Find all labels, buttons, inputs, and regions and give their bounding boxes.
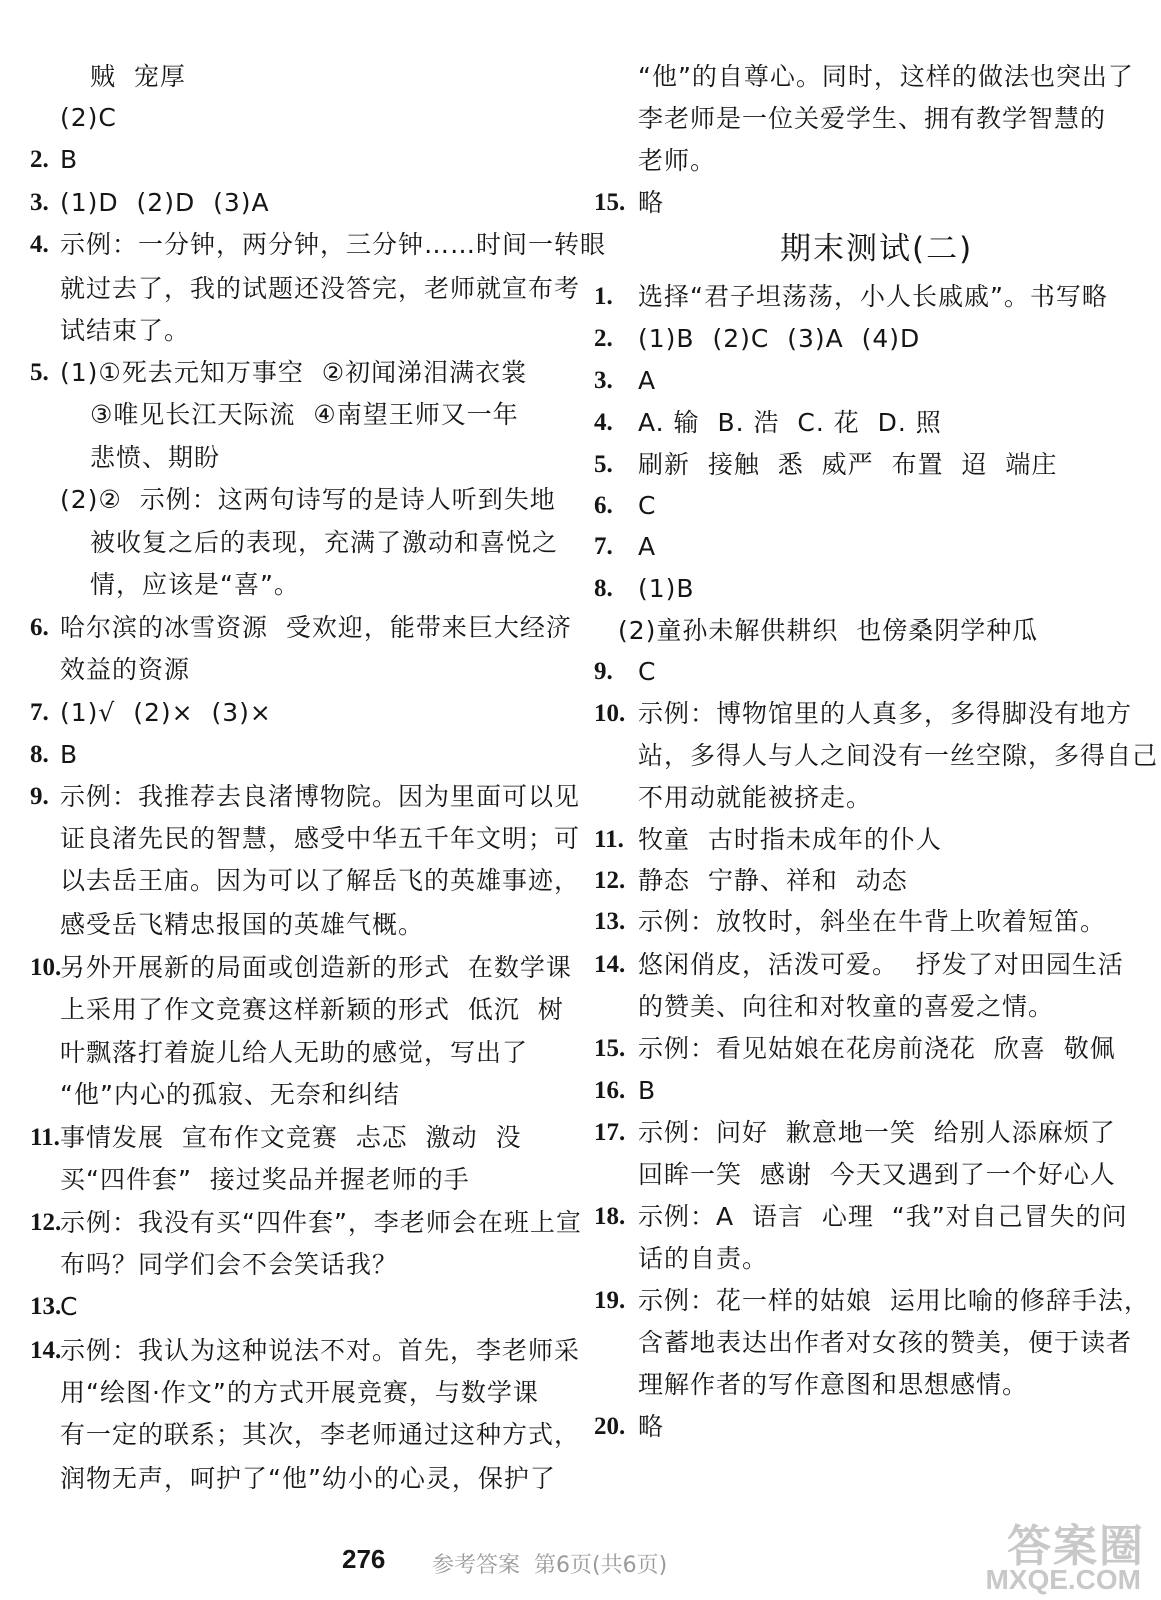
page-info: 参考答案 第6页(共6页) (432, 1553, 668, 1578)
question-number: 13. (30, 1293, 62, 1320)
question-number: 10. (30, 954, 62, 981)
question-number: 19. (594, 1287, 626, 1314)
answer-text: 示例：一分钟，两分钟，三分钟……时间一转眼 (60, 230, 607, 259)
answer-text: “他”内心的孤寂、无奈和纠结 (60, 1080, 400, 1109)
answer-text: 布吗？同学们会不会笑话我？ (60, 1250, 399, 1279)
answer-text: 证良渚先民的智慧，感受中华五千年文明；可 (60, 824, 581, 853)
answer-text: C (638, 491, 657, 520)
answer-text: 略 (638, 1412, 665, 1441)
answer-text: 哈尔滨的冰雪资源 受欢迎，能带来巨大经济 (60, 613, 572, 642)
answer-text: (1)√ (2)× (3)× (60, 698, 272, 727)
question-number: 11. (30, 1124, 60, 1151)
answer-text: 略 (638, 188, 665, 217)
answer-text: 选择“君子坦荡荡，小人长戚戚”。书写略 (638, 282, 1108, 311)
answer-text: 理解作者的写作意图和思想感情。 (638, 1370, 1029, 1399)
answer-text: 有一定的联系；其次，李老师通过这种方式， (60, 1420, 581, 1449)
answer-text: 示例：问好 歉意地一笑 给别人添麻烦了 (638, 1118, 1116, 1147)
answer-text: 老师。 (638, 146, 717, 175)
question-number: 6. (30, 614, 49, 641)
answer-text: 悠闲俏皮，活泼可爱。 抒发了对田园生活 (638, 950, 1124, 979)
answer-text: 含蓄地表达出作者对女孩的赞美，便于读者 (638, 1328, 1133, 1357)
answer-text: 买“四件套” 接过奖品并握老师的手 (60, 1165, 470, 1194)
answer-text: A (638, 532, 657, 561)
answer-text: (1)D (2)D (3)A (60, 188, 270, 217)
answer-text: B (638, 1076, 657, 1105)
answer-text: 示例：A 语言 心理 “我”对自己冒失的问 (638, 1202, 1128, 1231)
answer-text: 示例：我没有买“四件套”，李老师会在班上宣 (60, 1208, 582, 1237)
question-number: 4. (594, 409, 613, 436)
answer-text: 上采用了作文竞赛这样新颖的形式 低沉 树 (60, 995, 564, 1024)
question-number: 2. (30, 146, 49, 173)
question-number: 2. (594, 325, 613, 352)
question-number: 10. (594, 700, 626, 727)
answer-text: 李老师是一位关爱学生、拥有教学智慧的 (638, 104, 1107, 133)
answer-text: 就过去了，我的试题还没答完，老师就宣布考 (60, 274, 581, 303)
answer-text: B (60, 740, 79, 769)
answer-text: (2)童孙未解供耕织 也傍桑阴学种瓜 (618, 616, 1039, 645)
answer-text: 情，应该是“喜”。 (90, 570, 300, 599)
answer-text: 效益的资源 (60, 655, 191, 684)
question-number: 9. (594, 658, 613, 685)
answer-text: 示例：我认为这种说法不对。首先，李老师采 (60, 1336, 581, 1365)
answer-text: (2)② 示例：这两句诗写的是诗人听到失地 (60, 485, 556, 514)
question-number: 14. (30, 1337, 62, 1364)
answer-text: 叶飘落打着旋儿给人无助的感觉，写出了 (60, 1038, 529, 1067)
question-number: 16. (594, 1077, 626, 1104)
page-number: 276 (342, 1544, 386, 1574)
answer-text: 示例：看见姑娘在花房前浇花 欣喜 敬佩 (638, 1034, 1116, 1063)
question-number: 7. (594, 533, 613, 560)
question-number: 11. (594, 826, 624, 853)
answer-text: B (60, 145, 79, 174)
question-number: 1. (594, 283, 613, 310)
answer-text: 示例：我推荐去良渚博物院。因为里面可以见 (60, 782, 581, 811)
answer-text: 以去岳王庙。因为可以了解岳飞的英雄事迹， (60, 866, 581, 895)
answer-text: (1)①死去元知万事空 ②初闻涕泪满衣裳 (60, 358, 528, 387)
question-number: 18. (594, 1203, 626, 1230)
answer-text: 话的自责。 (638, 1244, 769, 1273)
answer-text: “他”的自尊心。同时，这样的做法也突出了 (638, 62, 1134, 91)
question-number: 9. (30, 783, 49, 810)
question-number: 14. (594, 951, 626, 978)
answer-text: 静态 宁静、祥和 动态 (638, 866, 908, 895)
answer-text: 悲愤、期盼 (90, 443, 221, 472)
question-number: 4. (30, 231, 49, 258)
answer-text: 润物无声，呵护了“他”幼小的心灵，保护了 (60, 1464, 556, 1493)
question-number: 12. (594, 867, 626, 894)
answer-text: 示例：放牧时，斜坐在牛背上吹着短笛。 (638, 907, 1107, 936)
answer-text: 试结束了。 (60, 316, 191, 345)
watermark-top: 答案圈 (1007, 1521, 1145, 1572)
question-number: 8. (594, 575, 613, 602)
answer-text: 回眸一笑 感谢 今天又遇到了一个好心人 (638, 1160, 1116, 1189)
watermark-bottom: MXQE.COM (985, 1564, 1141, 1595)
question-number: 3. (30, 189, 49, 216)
answer-text: 贼 宠厚 (90, 62, 186, 91)
question-number: 12. (30, 1209, 62, 1236)
question-number: 5. (30, 359, 49, 386)
question-number: 8. (30, 741, 49, 768)
question-number: 17. (594, 1119, 626, 1146)
answer-text: C (60, 1292, 79, 1321)
answer-text: 的赞美、向往和对牧童的喜爱之情。 (638, 992, 1055, 1021)
answer-text: 用“绘图·作文”的方式开展竞赛，与数学课 (60, 1378, 539, 1407)
question-number: 15. (594, 189, 626, 216)
question-number: 3. (594, 367, 613, 394)
answer-text: 事情发展 宣布作文竞赛 忐忑 激动 没 (60, 1123, 522, 1152)
question-number: 13. (594, 908, 626, 935)
answer-text: A (638, 366, 657, 395)
answer-text: (1)B (638, 574, 695, 603)
question-number: 15. (594, 1035, 626, 1062)
answer-text: ③唯见长江天际流 ④南望王师又一年 (90, 400, 519, 429)
answer-text: (1)B (2)C (3)A (4)D (638, 324, 921, 353)
answer-text: (2)C (60, 103, 117, 132)
answer-text: 刷新 接触 悉 威严 布置 迢 端庄 (638, 450, 1058, 479)
answer-text: 牧童 古时指未成年的仆人 (638, 825, 942, 854)
question-number: 5. (594, 451, 613, 478)
answer-text: 另外开展新的局面或创造新的形式 在数学课 (60, 953, 572, 982)
answer-text: 站，多得人与人之间没有一丝空隙，多得自己 (638, 741, 1159, 770)
answer-text: 示例：花一样的姑娘 运用比喻的修辞手法， (638, 1286, 1150, 1315)
watermark-logo (981, 1510, 1151, 1596)
answer-text: 示例：博物馆里的人真多，多得脚没有地方 (638, 699, 1133, 728)
question-number: 6. (594, 492, 613, 519)
answer-text: 感受岳飞精忠报国的英雄气概。 (60, 910, 425, 939)
question-number: 20. (594, 1413, 626, 1440)
answer-text: C (638, 657, 657, 686)
answer-text: A. 输 B. 浩 C. 花 D. 照 (638, 408, 942, 437)
answer-text: 不用动就能被挤走。 (638, 783, 873, 812)
question-number: 7. (30, 699, 49, 726)
answer-text: 被收复之后的表现，充满了激动和喜悦之 (90, 528, 559, 557)
section-title: 期末测试(二) (780, 231, 974, 267)
